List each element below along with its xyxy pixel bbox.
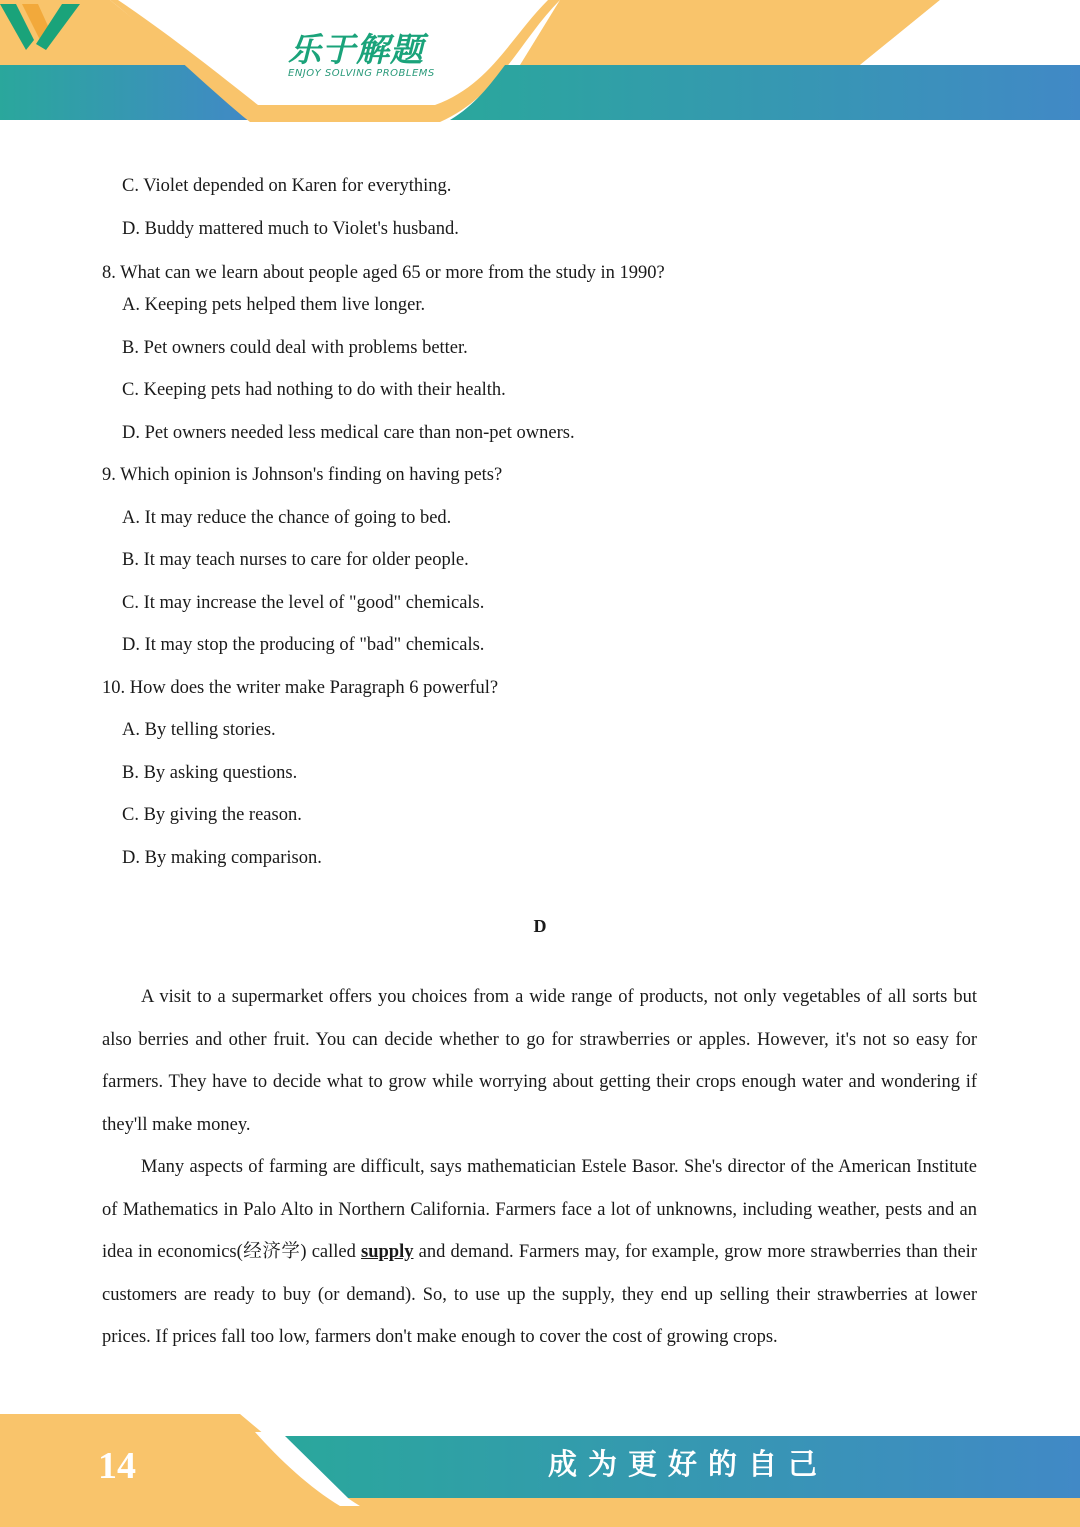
passage [102, 976, 977, 1359]
q8-stem: 8. What can we learn about people aged 65 or more from the study in 1990? [102, 263, 665, 283]
page-number: 14 [98, 1445, 136, 1487]
passage-paragraph-1: A visit to a supermarket offers you choices from a wide range of products, not only vegetables of all sorts but also berries and other fruit. You can decide whether to go for strawberries or apples. However, it's not so easy for farmers. They have to decide what to grow while worrying about getting their crops enough water and wondering if they'll make money. [102, 987, 977, 1135]
passage-paragraph-2 [102, 1146, 977, 1359]
q7-option-c: C. Violet depended on Karen for everything. [122, 176, 452, 196]
underlined-word: supply [361, 1242, 414, 1262]
q8-option-c: C. Keeping pets had nothing to do with their health. [122, 380, 506, 400]
footer-slogan: 成为更好的自己 [548, 1447, 829, 1481]
page-footer [0, 1410, 1080, 1527]
q10-option-c: C. By giving the reason. [122, 805, 302, 825]
page-header [0, 0, 1080, 130]
q8-option-a: A. Keeping pets helped them live longer. [122, 295, 426, 315]
q9-stem: 9. Which opinion is Johnson's finding on having pets? [102, 465, 503, 485]
q9-option-d: D. It may stop the producing of "bad" chemicals. [122, 635, 485, 655]
paragraph-2-text-before: Many aspects of farming are difficult, says mathematician Estele Basor. She's director of the American Institute of Mathematics in Palo Alto in Northern California. Farmers face a lot of unknowns, including weather, pests and an idea in economics(经济学) called [102, 1157, 977, 1262]
header-banner [0, 0, 1080, 130]
brand-logo-icon [0, 0, 82, 52]
section-title: D [533, 916, 547, 936]
q7-option-d: D. Buddy mattered much to Violet's husband. [122, 219, 459, 239]
footer-banner [0, 1410, 1080, 1527]
q10-option-a: A. By telling stories. [122, 720, 276, 740]
paragraph-2-text-after: and demand. Farmers may, for example, grow more strawberries than their customers are ready to buy (or demand). So, to use up the supply, they end up selling their strawberries at lower prices. If prices fall too low, farmers don't make enough to cover the cost of growing crops. [102, 1242, 977, 1347]
q8-option-b: B. Pet owners could deal with problems better. [122, 338, 468, 358]
brand-name-cn: 乐于解题 [288, 30, 424, 69]
q9-option-b: B. It may teach nurses to care for older people. [122, 550, 469, 570]
q9-option-a: A. It may reduce the chance of going to bed. [122, 508, 452, 528]
q10-stem: 10. How does the writer make Paragraph 6 powerful? [102, 678, 499, 698]
brand-tagline-en: ENJOY SOLVING PROBLEMS [288, 68, 435, 79]
q10-option-b: B. By asking questions. [122, 763, 298, 783]
q9-option-c: C. It may increase the level of "good" chemicals. [122, 593, 485, 613]
q10-option-d: D. By making comparison. [122, 848, 322, 868]
q8-option-d: D. Pet owners needed less medical care than non-pet owners. [122, 423, 575, 443]
